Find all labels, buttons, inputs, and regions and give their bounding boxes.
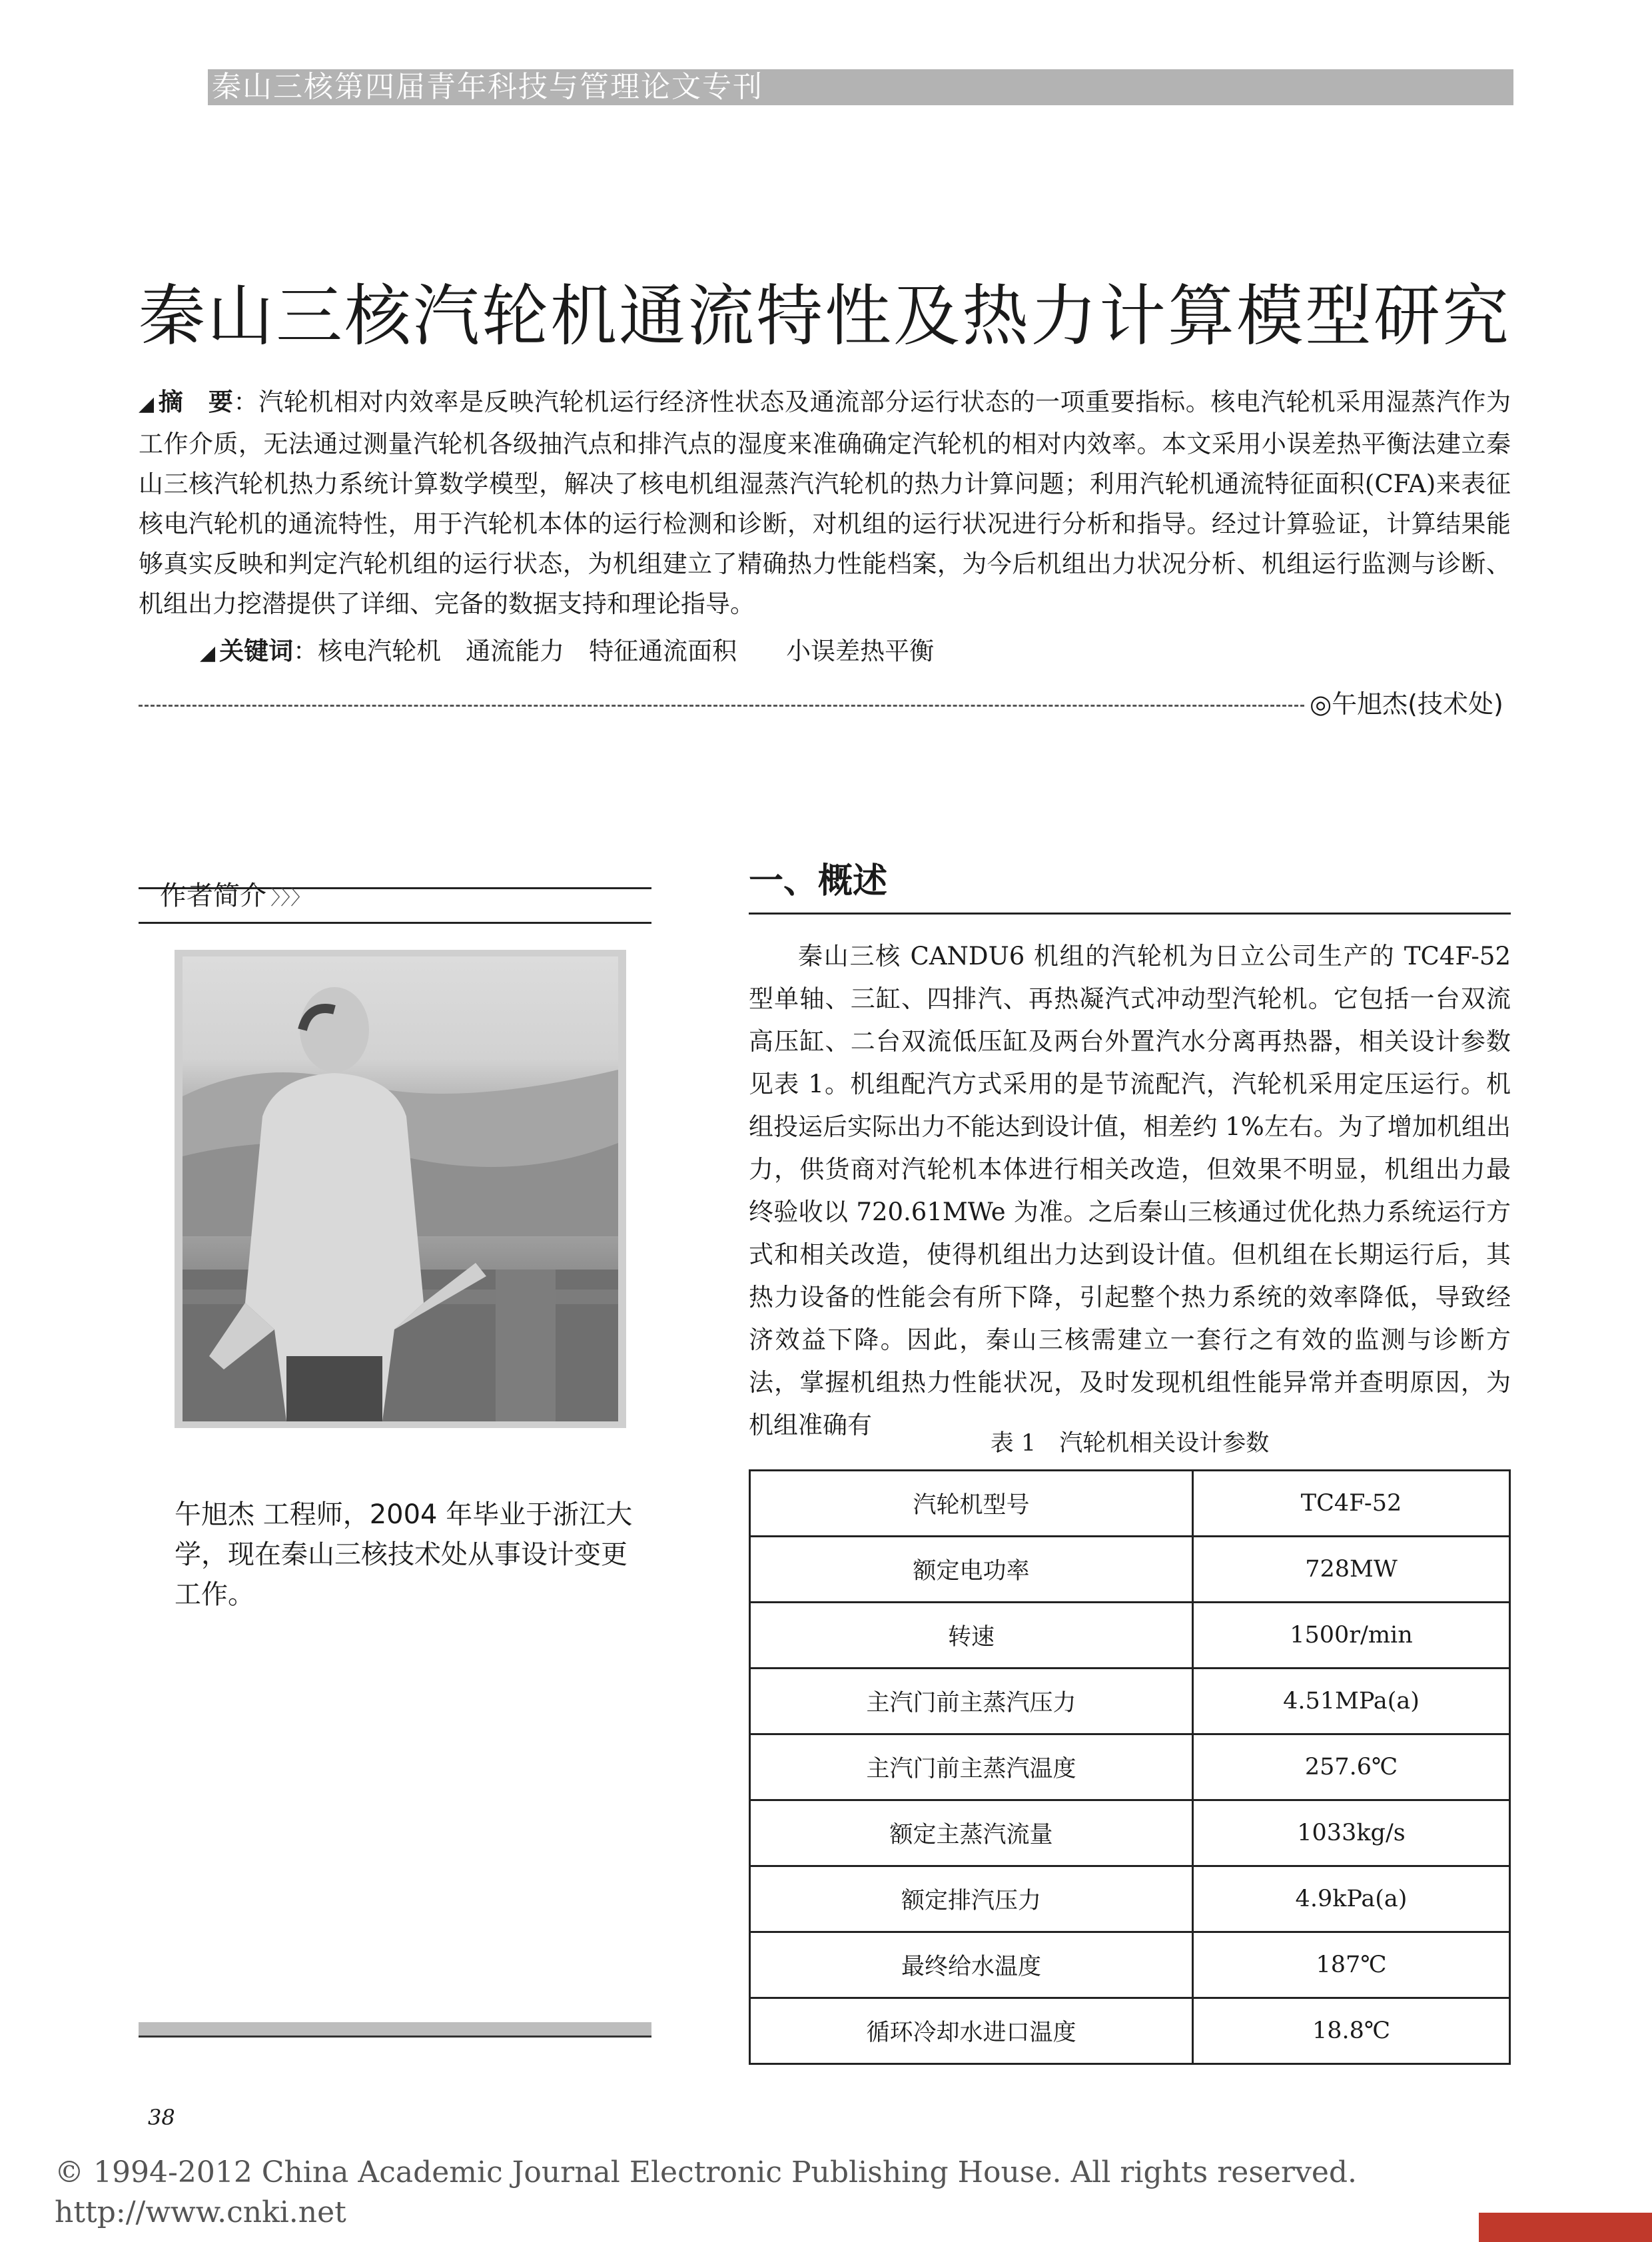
section-rule <box>749 913 1511 915</box>
author-affiliation: ◎午旭杰(技术处) <box>1310 689 1503 719</box>
table-row <box>750 1669 1510 1734</box>
table-cell: 18.8℃ <box>1193 1998 1510 2064</box>
keywords-text: 核电汽轮机 通流能力 特征通流面积 小误差热平衡 <box>318 637 935 665</box>
chevron-right-icon: 〉〉〉 <box>270 887 310 910</box>
bio-heading <box>160 879 310 915</box>
author-photo <box>183 956 618 1421</box>
table-cell: 主汽门前主蒸汽温度 <box>750 1734 1193 1800</box>
table-row <box>750 1471 1510 1537</box>
bio-heading-rule <box>139 922 651 924</box>
table-caption: 表 1 汽轮机相关设计参数 <box>990 1430 1270 1457</box>
table-row <box>750 1734 1510 1800</box>
section-heading: 一、概述 <box>749 861 888 901</box>
author-photo-frame <box>175 950 626 1428</box>
journal-header-title: 秦山三核第四届青年科技与管理论文专刊 <box>212 70 763 104</box>
table-cell: 4.51MPa(a) <box>1193 1669 1510 1734</box>
table-row <box>750 1537 1510 1603</box>
keywords-label: 关键词 <box>219 637 294 665</box>
bio-bottom-rule <box>139 2036 651 2038</box>
abstract-label: 摘 要 <box>158 388 234 416</box>
table-cell: 主汽门前主蒸汽压力 <box>750 1669 1193 1734</box>
keywords: ◢ 关键词：核电汽轮机 通流能力 特征通流面积 小误差热平衡 <box>200 637 935 665</box>
bio-heading-label: 作者简介 <box>160 881 266 911</box>
copyright-notice: © 1994-2012 China Academic Journal Electronic Publishing House. All rights reserved. http://www.cnki.net <box>55 2155 1358 2229</box>
watermark-badge <box>1479 2213 1652 2242</box>
triangle-bullet-icon: ◢ <box>139 392 155 416</box>
page-number: 38 <box>148 2105 175 2130</box>
table-cell: 1033kg/s <box>1193 1800 1510 1866</box>
table-cell: 额定排汽压力 <box>750 1866 1193 1932</box>
table-cell: 187℃ <box>1193 1932 1510 1998</box>
abstract-text: 汽轮机相对内效率是反映汽轮机运行经济性状态及通流部分运行状态的一项重要指标。核电汽轮机采用湿蒸汽作为工作介质，无法通过测量汽轮机各级抽汽点和排汽点的湿度来准确确定汽轮机的相对内效率。本文采用小误差热平衡法建立秦山三核汽轮机热力系统计算数学模型，解决了核电机组湿蒸汽汽轮机的热力计算问题；利用汽轮机通流特征面积(CFA)来表征核电汽轮机的通流特性，用于汽轮机本体的运行检测和诊断，对机组的运行状况进行分析和指导。经过计算验证，计算结果能够真实反映和判定汽轮机组的运行状态，为机组建立了精确热力性能档案，为今后机组出力状况分析、机组运行监测与诊断、机组出力挖潜提供了详细、完备的数据支持和理论指导。 <box>139 388 1511 618</box>
article-title: 秦山三核汽轮机通流特性及热力计算模型研究 <box>139 277 1511 355</box>
table-row <box>750 1800 1510 1866</box>
triangle-bullet-icon: ◢ <box>200 641 216 665</box>
author-bio: 午旭杰 工程师，2004 年毕业于浙江大学，现在秦山三核技术处从事设计变更工作。 <box>175 1499 633 1610</box>
table-cell: 257.6℃ <box>1193 1734 1510 1800</box>
abstract: ◢ 摘 要：汽轮机相对内效率是反映汽轮机运行经济性状态及通流部分运行状态的一项重要指标。核电汽轮机采用湿蒸汽作为工作介质，无法通过测量汽轮机各级抽汽点和排汽点的湿度来准确确定汽轮机的相对内效率。本文采用小误差热平衡法建立秦山三核汽轮机热力系统计算数学模型，解决了核电机组湿蒸汽汽轮机的热力计算问题；利用汽轮机通流特征面积(CFA)来表征核电汽轮机的通流特性，用于汽轮机本体的运行检测和诊断，对机组的运行状况进行分析和指导。经过计算验证，计算结果能够真实反映和判定汽轮机组的运行状态，为机组建立了精确热力性能档案，为今后机组出力状况分析、机组运行监测与诊断、机组出力挖潜提供了详细、完备的数据支持和理论指导。 <box>139 388 1511 618</box>
table-cell: 4.9kPa(a) <box>1193 1866 1510 1932</box>
table-cell: 1500r/min <box>1193 1603 1510 1669</box>
author-photo-illustration <box>183 956 618 1421</box>
design-parameters-table <box>749 1469 1511 2065</box>
table-cell: 循环冷却水进口温度 <box>750 1998 1193 2064</box>
table-cell: 最终给水温度 <box>750 1932 1193 1998</box>
table-row <box>750 1603 1510 1669</box>
table-cell: TC4F-52 <box>1193 1471 1510 1537</box>
table-cell: 转速 <box>750 1603 1193 1669</box>
table-cell: 汽轮机型号 <box>750 1471 1193 1537</box>
table-row <box>750 1998 1510 2064</box>
table-cell: 额定主蒸汽流量 <box>750 1800 1193 1866</box>
bio-bottom-bar <box>139 2022 651 2037</box>
table-row <box>750 1932 1510 1998</box>
dashed-divider <box>139 705 1304 707</box>
table-cell: 额定电功率 <box>750 1537 1193 1603</box>
table-row <box>750 1866 1510 1932</box>
table-cell: 728MW <box>1193 1537 1510 1603</box>
section-body: 秦山三核 CANDU6 机组的汽轮机为日立公司生产的 TC4F-52 型单轴、三缸、四排汽、再热凝汽式冲动型汽轮机。它包括一台双流高压缸、二台双流低压缸及两台外置汽水分离再热器，相关设计参数见表 1。机组配汽方式采用的是节流配汽，汽轮机采用定压运行。机组投运后实际出力不能达到设计值，相差约 1%左右。为了增加机组出力，供货商对汽轮机本体进行相关改造，但效果不明显，机组出力最终验收以 720.61MWe 为准。之后秦山三核通过优化热力系统运行方式和相关改造，使得机组出力达到设计值。但机组在长期运行后，其热力设备的性能会有所下降，引起整个热力系统的效率降低，导致经济效益下降。因此，秦山三核需建立一套行之有效的监测与诊断方法，掌握机组热力性能状况，及时发现机组性能异常并查明原因，为机组准确有 <box>749 942 1511 1439</box>
